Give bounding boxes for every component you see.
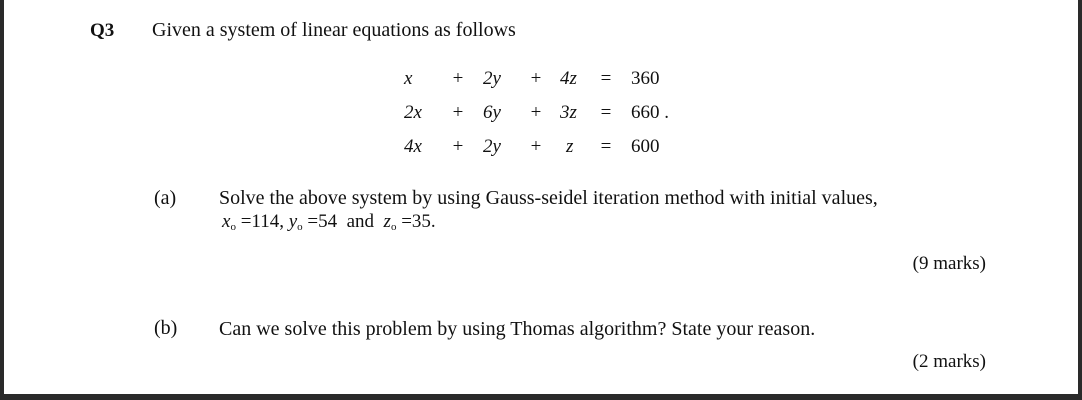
initial-values bbox=[222, 211, 436, 233]
part-a-marks: (9 marks) bbox=[912, 253, 986, 274]
eq3-equals: = bbox=[600, 136, 612, 157]
part-b-text: Can we solve this problem by using Thomas algorithm? State your reason. bbox=[219, 318, 816, 340]
eq1-op-2: + bbox=[530, 68, 542, 89]
eq2-op-2: + bbox=[530, 102, 542, 123]
eq3-term-3: z bbox=[566, 136, 574, 157]
eq2-term-1: 2x bbox=[404, 102, 422, 123]
init-x-var: x bbox=[222, 211, 231, 232]
document-page bbox=[4, 0, 1078, 394]
init-y-sub: o bbox=[297, 221, 303, 233]
part-b-marks: (2 marks) bbox=[912, 351, 986, 372]
eq1-term-3: 4z bbox=[560, 68, 577, 89]
question-number: Q3 bbox=[90, 20, 115, 41]
eq2-term-3: 3z bbox=[560, 102, 577, 123]
part-a-text: Solve the above system by using Gauss-seidel iteration method with initial values, bbox=[219, 187, 878, 209]
eq1-op-1: + bbox=[452, 68, 464, 89]
eq1-rhs: 360 bbox=[631, 68, 660, 89]
equation-row-2 bbox=[4, 102, 1078, 130]
init-z-var: z bbox=[383, 211, 391, 232]
init-x-val: =114, bbox=[240, 211, 284, 232]
eq3-op-1: + bbox=[452, 136, 464, 157]
eq2-op-1: + bbox=[452, 102, 464, 123]
init-y-var: y bbox=[288, 211, 298, 232]
init-and: and bbox=[346, 211, 375, 232]
eq3-rhs: 600 bbox=[631, 136, 660, 157]
eq1-term-1: x bbox=[404, 68, 413, 89]
eq1-term-2: 2y bbox=[483, 68, 501, 89]
question-text: Given a system of linear equations as follows bbox=[152, 19, 516, 41]
eq1-equals: = bbox=[600, 68, 612, 89]
eq2-rhs: 660 . bbox=[631, 102, 669, 123]
eq3-term-2: 2y bbox=[483, 136, 501, 157]
eq2-term-2: 6y bbox=[483, 102, 501, 123]
eq2-equals: = bbox=[600, 102, 612, 123]
init-z-val: =35. bbox=[401, 211, 436, 232]
equation-row-1 bbox=[4, 68, 1078, 96]
eq3-op-2: + bbox=[530, 136, 542, 157]
part-b-label: (b) bbox=[154, 317, 178, 339]
part-a-label: (a) bbox=[154, 187, 177, 209]
equation-row-3 bbox=[4, 136, 1078, 164]
eq3-term-1: 4x bbox=[404, 136, 422, 157]
init-y-val: =54 bbox=[307, 211, 338, 232]
init-z-sub: o bbox=[390, 221, 397, 233]
init-x-sub: o bbox=[230, 221, 236, 233]
